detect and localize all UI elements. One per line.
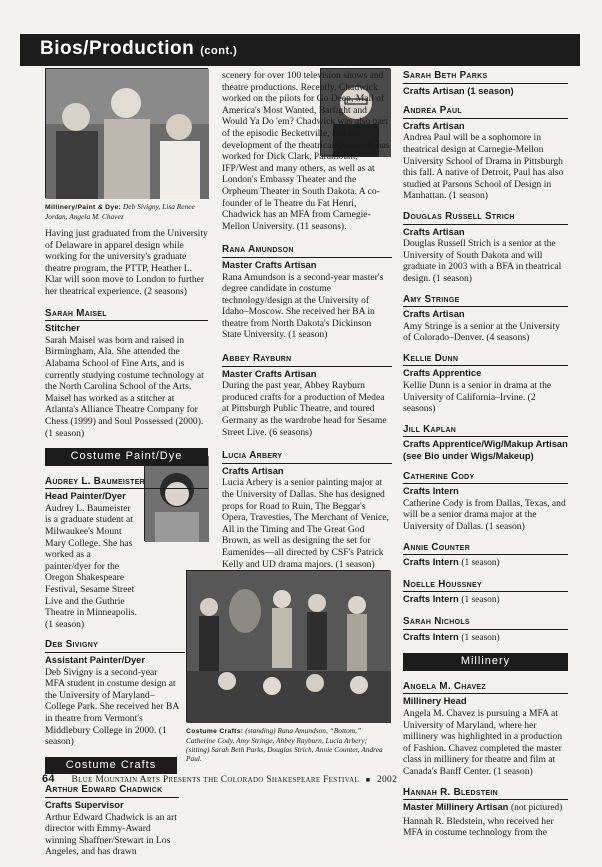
bio-role: Crafts Supervisor	[45, 798, 124, 810]
bio-rayburn	[222, 353, 392, 438]
bio-nichols	[403, 616, 568, 644]
bio-cody	[403, 471, 568, 533]
bio-role: Head Painter/Dyer	[45, 490, 126, 502]
bio-stringe	[403, 294, 568, 344]
group-photo-millinery	[45, 68, 208, 198]
bio-name: Andrea Paul	[403, 105, 568, 119]
bio-houssney	[403, 579, 568, 607]
bio-text: Douglas Russell Strich is a senior at the University of South Dakota and will graduate in 2003 with a BFA in theatrical design. (1 season)	[403, 238, 562, 284]
page-title: Bios/Production (cont.)	[40, 38, 238, 59]
bio-role: Master Crafts Artisan	[222, 258, 317, 270]
bio-name: Douglas Russell Strich	[403, 211, 568, 225]
bio-role: Assistant Painter/Dyer	[45, 654, 146, 665]
bio-role: Crafts Artisan (1 season)	[403, 84, 514, 96]
bio-text: During the past year, Abbey Rayburn produced crafts for a production of Medea at Pittsburgh Public Theatre, and toured Germany as the wardrobe head for Sesame Street Live. (6 seasons)	[222, 380, 387, 438]
bio-kaplan	[403, 424, 568, 462]
bio-amundson	[222, 244, 392, 341]
bio-name: Rana Amundson	[222, 244, 392, 258]
bio-chadwick	[45, 784, 179, 858]
bio-role: Stitcher	[45, 322, 80, 334]
footer-year: 2002	[376, 775, 398, 785]
bio-role: Crafts Intern (1 season)	[403, 630, 500, 643]
bio-counter	[403, 542, 568, 570]
bio-text: scenery for over 100 television shows and theatre productions. Recently, Chadwick worked on the pilots for Go Deep, Mall of America's Most Wanted, Barfight and Would Ya Do 'em? Chadwick was also part of the episodic Beckettville, and the development of the theatrical Quint. He has worked for Dick Clark, Paramount, IFP/West and many others, as well as at London's Embassy Theater and the Orpheum Theater in South Dakota. A co-founder of le Theatre du Fat Henri, Chadwick has an MFA from Carnegie-Mellon University. (11 seasons).	[222, 70, 390, 232]
column-2	[222, 70, 392, 579]
bio-name: Lucia Arbery	[222, 450, 392, 464]
bio-strich	[403, 211, 568, 285]
bio-role: Master Millinery Artisan (not pictured)	[403, 801, 563, 814]
bio-name: Sarah Nichols	[403, 616, 568, 630]
bio-name: Sarah Beth Parks	[403, 70, 568, 84]
bio-role: Crafts Intern	[403, 485, 459, 497]
bio-paul	[403, 105, 568, 202]
group-photo-costume-crafts	[186, 570, 390, 722]
bio-klar	[45, 228, 208, 298]
bio-chavez	[403, 681, 568, 778]
page-number: 64	[42, 773, 55, 785]
publication-name: Blue Mountain Arts Presents the Colorado Shakespeare Festival	[71, 775, 360, 785]
bio-parks	[403, 70, 568, 96]
bio-text: Catherine Cody is from Dallas, Texas, and will be a senior drama major at the University of Dallas. (1 season)	[403, 497, 566, 532]
footer-separator: ■	[365, 776, 371, 784]
bio-arbery	[222, 450, 392, 570]
bio-text: Sarah Maisel was born and raised in Birmingham, Ala. She attended the Alabama School of Fine Arts, and is currently studying costume technology at the North Carolina School of the Arts. Maisel has worked as a stitcher at Atlanta's Alliance Theatre Company for Chess (1999) and Soul Possessed (2000). (1 season)	[45, 334, 204, 439]
bio-role: Master Crafts Artisan	[222, 367, 317, 379]
bio-name: Amy Stringe	[403, 294, 568, 308]
bio-role: Crafts Intern (1 season)	[403, 556, 500, 569]
bio-name: Deb Sivigny	[45, 639, 185, 653]
column-1	[45, 228, 208, 867]
bio-role: Crafts Artisan	[403, 119, 465, 131]
section-heading-millinery: Millinery	[403, 653, 568, 671]
bio-chadwick-continued	[222, 70, 390, 232]
bio-text: Amy Stringe is a senior at the University of Colorado–Denver. (4 seasons)	[403, 320, 560, 344]
photo-caption-costume-crafts: Costume Crafts: (standing) Rana Amundson, “Bottom,” Catherine Cody, Amy Stringe, Abbey Rayburn, Lucia Arbery; (sitting) Sarah Beth Parks, Douglas Strich, Annie Counter, Andrea Paul.	[186, 726, 383, 763]
bio-name: Abbey Rayburn	[222, 353, 392, 367]
bio-text: Audrey L. Baumeister is a graduate student at Milwaukee's Mount Mary College. She has worked as a painter/dyer for the Oregon Shakespeare Festival, Sesame Street Live and the Guthrie Theatre in Minneapolis. (1 season)	[45, 502, 137, 630]
bio-text: Arthur Edward Chadwick is an art director with Emmy-Award winning Shaffner/Stewart in Los Angeles, and has drawn	[45, 811, 177, 858]
bio-role: Millinery Head	[403, 695, 467, 707]
bio-role: Crafts Artisan	[403, 308, 465, 320]
bio-name: Audrey L. Baumeister	[45, 476, 208, 490]
bio-text: Having just graduated from the University of Delaware in apparel design while working for the university's graduate theatre program, the PTTP, Heather L. Klar will soon move to London to further her theatrical experience. (2 seasons)	[45, 228, 208, 297]
bio-baumeister	[45, 475, 146, 631]
bio-dunn	[403, 353, 568, 415]
bio-text: Andrea Paul will be a sophomore in theatrical design at Carnegie-Mellon University School of Drama in Pittsburgh this fall. A native of Detroit, Paul has also studied at Parsons School of Design in Manhattan. (1 season)	[403, 132, 564, 202]
bio-name: Annie Counter	[403, 542, 568, 556]
section-heading-paint-dye: Costume Paint/Dye	[45, 448, 208, 466]
bio-role: Crafts Apprentice	[403, 367, 482, 379]
page-subtitle: (cont.)	[200, 45, 238, 57]
bio-role: Crafts Apprentice/Wig/Makup Artisan (see Bio under Wigs/Makeup)	[403, 438, 568, 462]
bio-role: Crafts Intern (1 season)	[403, 593, 500, 606]
section-heading-costume-crafts: Costume Crafts	[45, 757, 177, 775]
bio-text: Kellie Dunn is a senior in drama at the University of California–Irvine. (2 seasons)	[403, 380, 552, 415]
page-footer	[42, 773, 397, 785]
bio-name: Hannah R. Bledstein	[403, 787, 568, 801]
bio-text: Angela M. Chavez is pursuing a MFA at University of Maryland, where her millinery was highlighted in a production of Fashion. Chavez completed the master class in millinery for theatre and film at Canada's Banff Center. (1 season)	[403, 707, 563, 777]
bio-text: Rana Amundson is a second-year master's degree candidate in costume technology/design at the University of Idaho–Moscow. She received her BA in theatre from North Dakota's Dickinson State University. (1 season)	[222, 271, 384, 341]
bio-text: Deb Sivigny is a second-year MFA student in costume design at the University of Maryland–College Park. She received her BA in theatre from Vermont's Middlebury College in 2000. (1 season)	[45, 666, 179, 748]
bio-name: Kellie Dunn	[403, 353, 568, 367]
bio-name: Noelle Houssney	[403, 579, 568, 593]
group-photo-millinery-image	[46, 69, 209, 199]
bio-role: Crafts Artisan	[222, 464, 284, 476]
bio-bledstein	[403, 787, 568, 839]
photo-caption-millinery: Millinery/Paint & Dye: Deb Sivigny, Lisa Renee Jordan, Angela M. Chavez	[45, 202, 195, 221]
bio-maisel	[45, 308, 208, 440]
bio-text: Hannah R. Bledstein, who received her MFA in costume technology from the	[403, 815, 554, 839]
bio-role: Crafts Artisan	[403, 225, 465, 237]
bio-sivigny	[45, 639, 208, 747]
group-photo-costume-crafts-image	[187, 571, 391, 723]
column-3	[403, 70, 568, 848]
bio-name: Sarah Maisel	[45, 308, 208, 322]
bio-name: Jill Kaplan	[403, 424, 568, 438]
bio-name: Catherine Cody	[403, 471, 568, 485]
bio-text: Lucia Arbery is a senior painting major at the University of Dallas. She has designed props for Road to Ruin, The Beggar's Opera, Travesties, The Merchant of Venice, All in the Timing and The Great God Brown, as well as designing the set for Eumenides—all directed by CSF's Patrick Kelly and UD drama majors. (1 season)	[222, 477, 389, 570]
bio-name: Arthur Edward Chadwick	[45, 784, 179, 798]
bio-name: Angela M. Chavez	[403, 681, 568, 695]
